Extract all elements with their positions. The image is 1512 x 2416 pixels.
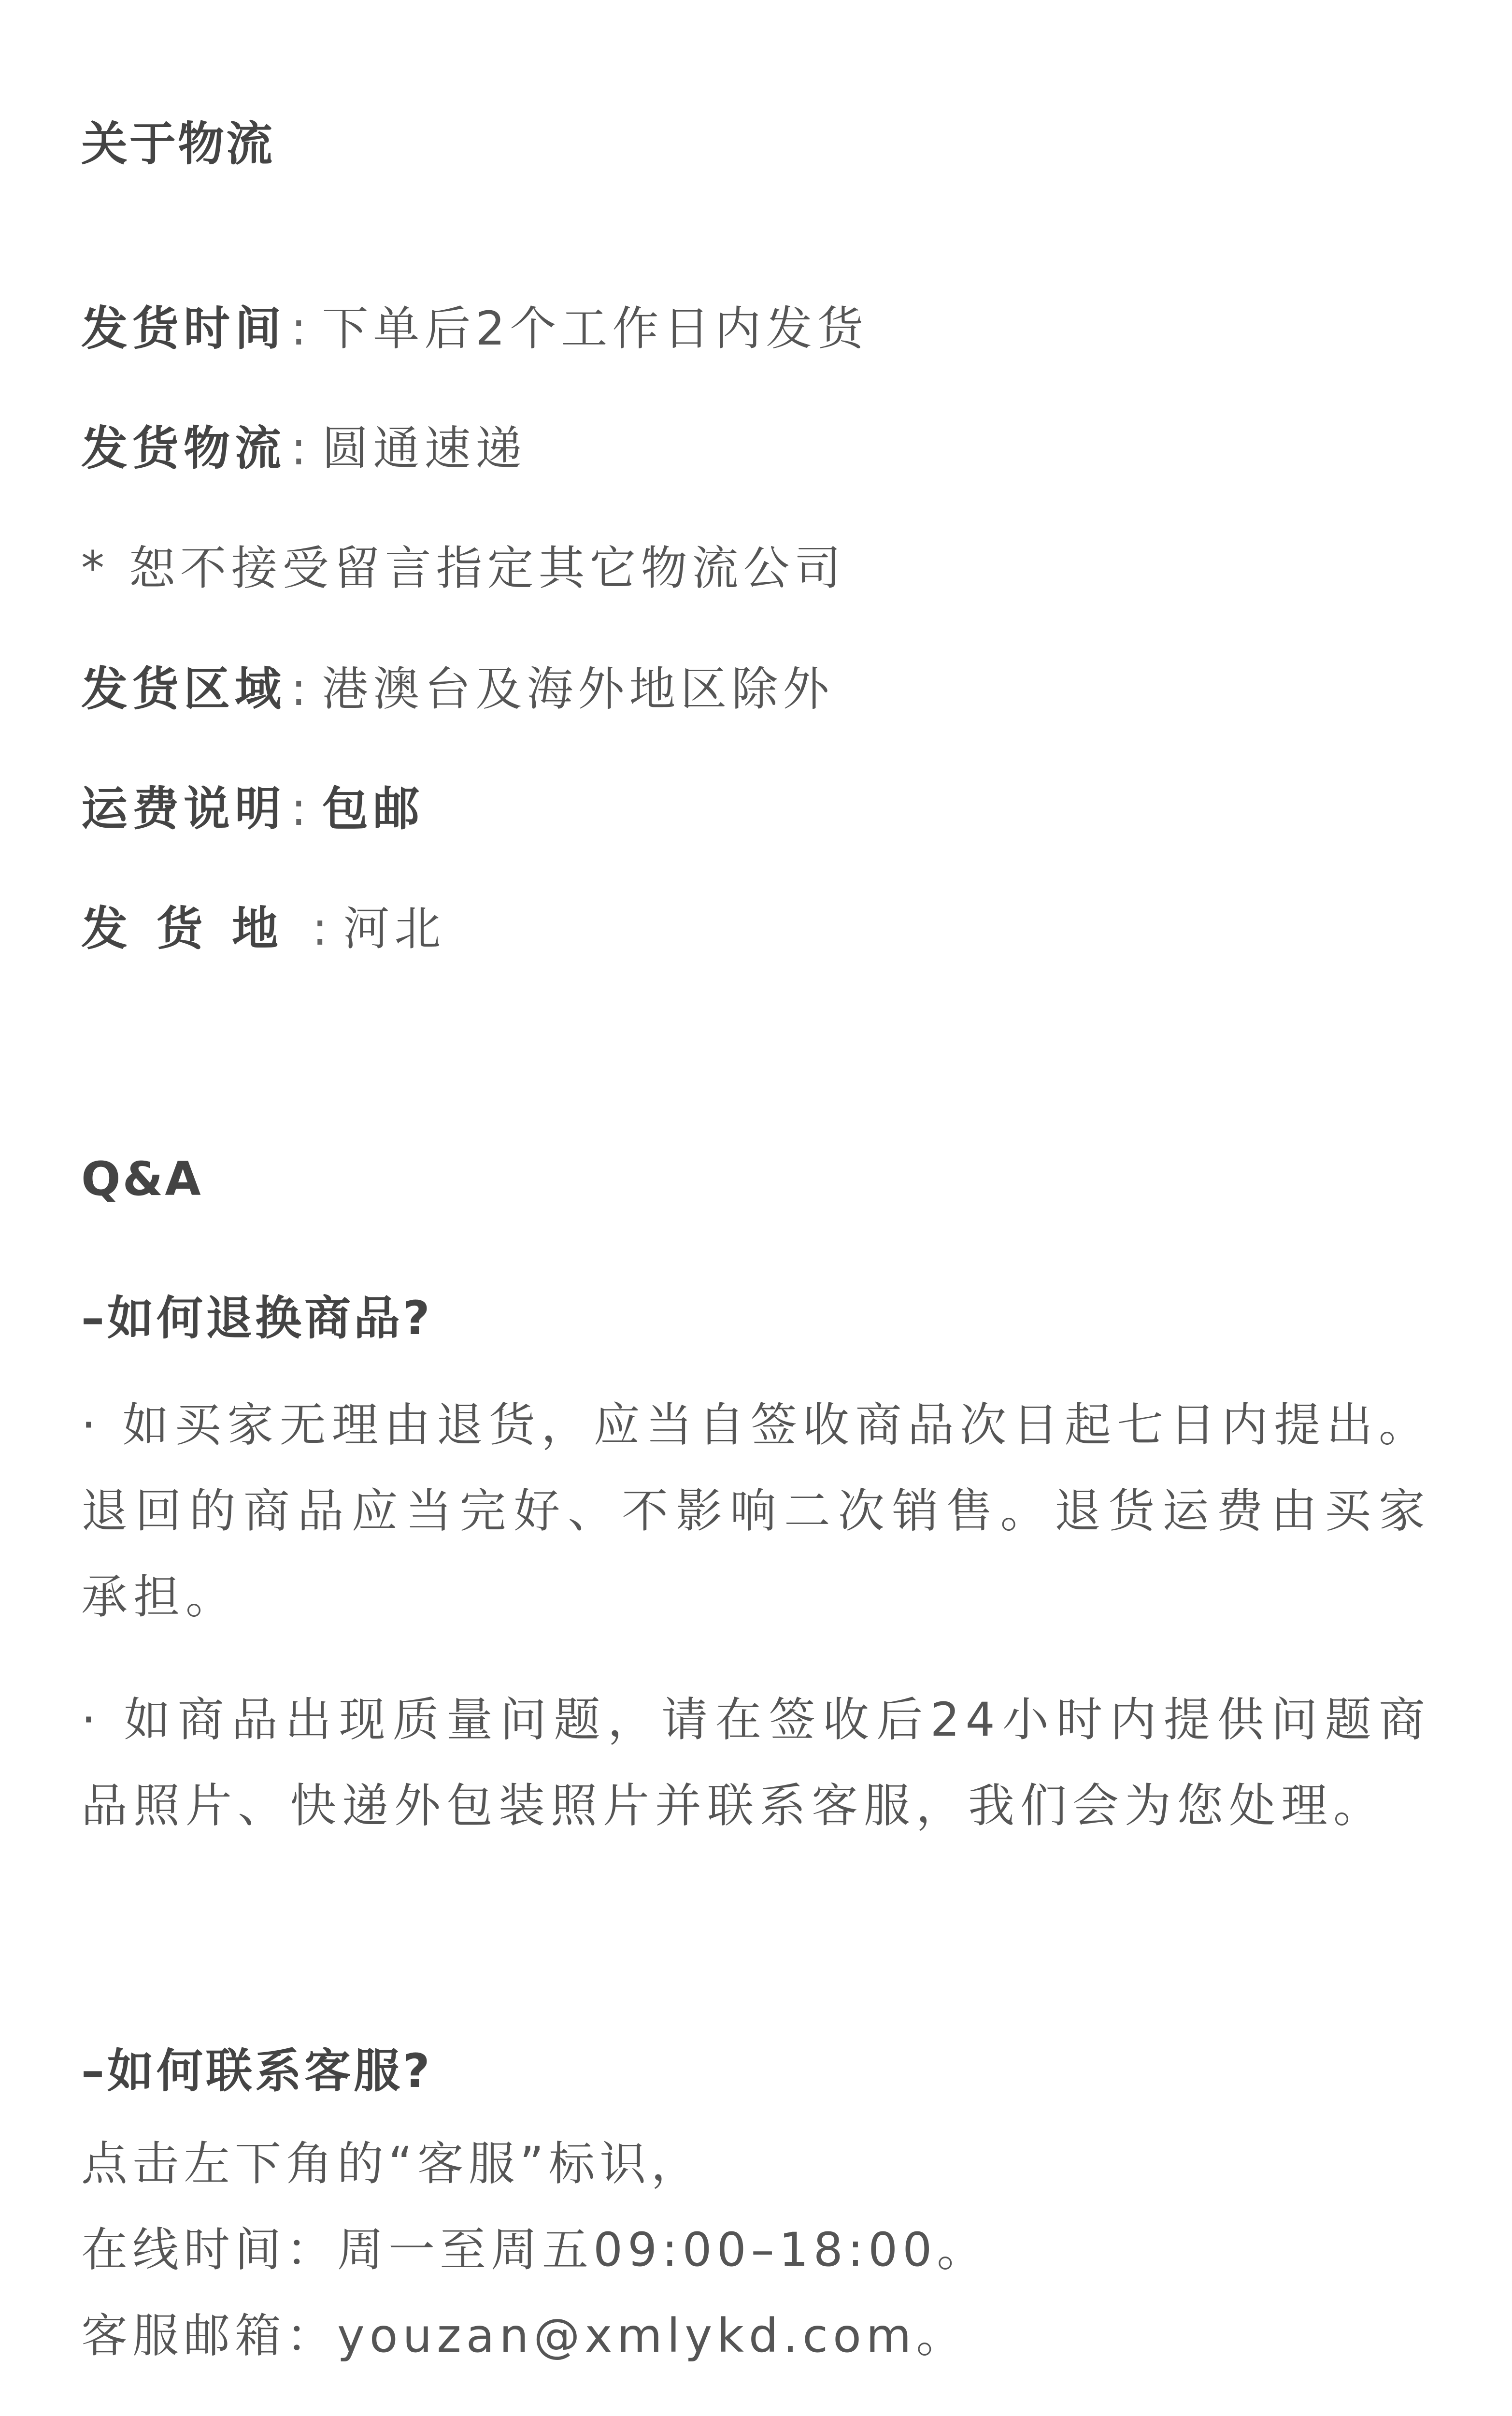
shipping-fee-label: 运费说明 [81,782,286,836]
carrier-notice: * 恕不接受留言指定其它物流公司 [81,541,846,595]
ship-carrier-value: 圆通速递 [322,421,527,475]
ship-region-value: 港澳台及海外地区除外 [322,662,834,716]
ship-from-separator: : [312,902,333,956]
ship-region-row [81,662,834,716]
shipping-fee-separator: : [291,782,312,836]
ship-time-value: 下单后2个工作日内发货 [322,302,869,356]
ship-time-separator: : [291,302,312,356]
ship-carrier-label: 发货物流 [81,421,286,475]
shipping-fee-value: 包邮 [322,782,425,836]
contact-question: –如何联系客服? [81,2044,433,2098]
qa-heading: Q&A [81,1152,203,1206]
ship-carrier-separator: : [291,421,312,475]
shipping-fee-row [81,782,425,836]
ship-time-row [81,302,869,356]
contact-line-2: 在线时间：周一至周五09:00–18:00。 [81,2223,988,2277]
return-answer-2: · 如商品出现质量问题，请在签收后24小时内提供问题商品照片、快递外包装照片并联系客服，我们会为您处理。 [81,1693,1431,1833]
ship-region-separator: : [291,662,312,716]
contact-line-1: 点击左下角的“客服”标识， [81,2137,702,2191]
ship-from-row [81,902,446,956]
return-answer-1: · 如买家无理由退货，应当自签收商品次日起七日内提出。退回的商品应当完好、不影响二次销售。退货运费由买家承担。 [81,1398,1431,1624]
return-question: –如何退换商品? [81,1291,433,1345]
ship-from-label: 发货地 [81,902,307,956]
contact-line-3: 客服邮箱：youzan@xmlykd.com。 [81,2309,968,2363]
ship-region-label: 发货区域 [81,662,286,716]
ship-time-label: 发货时间 [81,302,286,356]
logistics-heading: 关于物流 [81,117,274,171]
ship-carrier-row [81,421,527,475]
ship-from-value: 河北 [343,902,446,956]
